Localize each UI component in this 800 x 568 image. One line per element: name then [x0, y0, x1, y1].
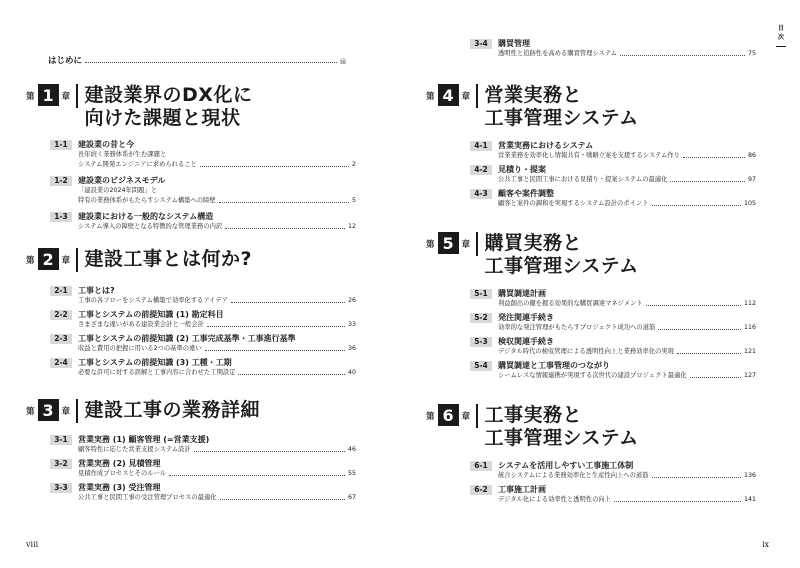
- section-title: システムを活用しやすい工事施工体制: [498, 461, 634, 470]
- chapter-number-badge: 6: [438, 404, 459, 426]
- section-subtitle-line: [78, 186, 356, 196]
- toc-section-entry[interactable]: [470, 164, 756, 185]
- section-heading-row: [470, 288, 756, 299]
- section-title: 営業実務 (2) 見積管理: [78, 459, 161, 468]
- section-page-number: 127: [743, 372, 756, 379]
- chapter-prefix: 第: [426, 240, 435, 250]
- section-heading-row: [50, 139, 356, 150]
- section-subtitle-line: [78, 493, 356, 503]
- section-page-number: 40: [347, 369, 356, 376]
- section-subtitle: さまざまな違いがある建設業会計と一般会計: [78, 321, 204, 328]
- chapter-number-badge: 4: [438, 84, 459, 106]
- leader-dots: [220, 499, 345, 500]
- section-subtitle-line: [498, 175, 756, 185]
- section-subtitle: 営業業務を効率化し情報共有・戦略立案を支援するシステム作り: [498, 152, 680, 159]
- chapter-title: [485, 404, 639, 450]
- chapter-title-line: 工事管理システム: [484, 107, 639, 129]
- chapter-suffix: 章: [61, 256, 71, 266]
- section-subtitle: 見積作成プロセスとそのルール: [78, 470, 167, 477]
- section-title: 工事とは?: [78, 286, 115, 295]
- chapter-heading[interactable]: [26, 84, 252, 130]
- toc-section-entry[interactable]: [470, 360, 756, 381]
- leader-dots: [231, 302, 345, 303]
- chapter-3: [26, 399, 356, 501]
- section-subtitle: 統合システムによる業務効率化と生産性向上への道筋: [498, 472, 649, 479]
- leader-dots: [219, 202, 349, 203]
- chapter-title-line: 工事管理システム: [484, 255, 639, 277]
- section-subtitle: デジタル化による効率性と透明性の向上: [498, 496, 611, 503]
- chapter-heading[interactable]: [426, 404, 639, 450]
- section-number: 3-3: [50, 483, 72, 493]
- section-number: 5-3: [470, 337, 492, 347]
- leader-dots: [683, 157, 745, 158]
- chapter-title-line: 建設工事とは何か?: [84, 248, 253, 270]
- leader-dots: [225, 228, 345, 229]
- section-subtitle-line: [498, 299, 756, 309]
- section-subtitle-line: [498, 471, 756, 481]
- section-heading-row: [50, 434, 356, 445]
- section-heading-row: [50, 357, 356, 368]
- chapter-heading[interactable]: [26, 399, 260, 423]
- section-page-number: 112: [743, 300, 756, 307]
- section-page-number: 36: [347, 345, 356, 352]
- section-subtitle-line: [498, 495, 756, 505]
- section-title: 建設業における一般的なシステム構造: [78, 212, 214, 221]
- section-title: 工事施工計画: [498, 485, 546, 494]
- section-heading-row: [50, 309, 356, 320]
- chapter-number-badge: 1: [38, 84, 59, 106]
- leader-dots: [614, 501, 741, 502]
- section-title: 見積り・提案: [498, 165, 546, 174]
- section-page-number: 105: [743, 200, 756, 207]
- section-number: 4-3: [470, 189, 492, 199]
- chapter-suffix: 章: [461, 412, 471, 422]
- section-heading-row: [50, 482, 356, 493]
- leader-dots: [652, 205, 741, 206]
- section-subtitle: 顧客特性に応じた営業支援システム設計: [78, 446, 191, 453]
- section-number: 4-1: [470, 141, 492, 151]
- intro-entry[interactable]: [48, 54, 346, 66]
- section-page-number: 33: [347, 321, 356, 328]
- leader-dots: [652, 477, 741, 478]
- section-title: 顧客や案件調整: [498, 189, 554, 198]
- section-number: 1-2: [50, 176, 72, 186]
- chapter-title-line: 購買実務と: [484, 232, 583, 254]
- section-heading-row: [470, 38, 756, 49]
- section-number: 2-4: [50, 358, 72, 368]
- section-heading-row: [470, 360, 756, 371]
- leader-dots: [207, 326, 345, 327]
- section-page-number: 121: [743, 348, 756, 355]
- leader-dots: [169, 475, 345, 476]
- section-subtitle: 特有の業務体系がもたらすシステム構築への障壁: [78, 197, 216, 204]
- chapter-divider: [76, 399, 78, 423]
- section-page-number: 2: [351, 161, 356, 168]
- section-subtitle: シームレスな情報連携が実現する次世代の建設プロジェクト最適化: [498, 372, 687, 379]
- chapter-title-line: 建設工事の業務詳細: [84, 399, 261, 421]
- section-heading-row: [470, 164, 756, 175]
- section-title: 工事とシステムの前提知識 (1) 勘定科目: [78, 310, 224, 319]
- chapter-divider: [476, 84, 478, 108]
- section-number: 5-1: [470, 289, 492, 299]
- leader-dots: [194, 451, 345, 452]
- section-page-number: 26: [347, 297, 356, 304]
- section-subtitle-line: [498, 199, 756, 209]
- chapter-title-line: 工事実務と: [484, 404, 583, 426]
- chapter-heading[interactable]: [26, 248, 252, 272]
- chapter-prefix: 第: [26, 92, 35, 102]
- section-title: 営業実務 (3) 受注管理: [78, 483, 161, 492]
- section-subtitle-line: [78, 445, 356, 455]
- toc-section-entry[interactable]: [50, 458, 356, 479]
- section-subtitle: システム導入の障壁となる特徴的な管理業務の内訳: [78, 223, 223, 230]
- section-page-number: 55: [347, 470, 356, 477]
- section-number: 3-4: [470, 39, 492, 49]
- chapter-2: [26, 248, 356, 376]
- section-number: 2-1: [50, 286, 72, 296]
- section-subtitle: 必要な許可に対する誤解と工事内容に合わせた工期設定: [78, 369, 236, 376]
- section-page-number: 46: [347, 446, 356, 453]
- chapter-prefix: 第: [426, 92, 435, 102]
- leader-dots: [646, 305, 741, 306]
- section-subtitle: 工事の各フローをシステム構築で効率化するアイデア: [78, 297, 228, 304]
- section-title: 購買調達と工事管理のつながり: [498, 361, 610, 370]
- chapter-title-line: 営業実務と: [484, 84, 583, 106]
- section-title: 発注関連手続き: [498, 313, 554, 322]
- chapter-suffix: 章: [61, 92, 71, 102]
- chapter-prefix: 第: [426, 412, 435, 422]
- toc-section-entry[interactable]: [50, 333, 356, 354]
- chapter-title: [85, 399, 261, 422]
- section-subtitle: 透明性と追跡性を高める購買管理システム: [498, 50, 618, 57]
- section-heading-row: [50, 175, 356, 186]
- chapter-divider: [476, 404, 478, 428]
- toc-section-entry[interactable]: [50, 139, 356, 170]
- chapter-prefix: 第: [26, 407, 35, 417]
- toc-section-entry[interactable]: [50, 482, 356, 503]
- section-heading-row: [470, 484, 756, 495]
- chapter-title-line: 工事管理システム: [484, 427, 639, 449]
- section-title: 検収関連手続き: [498, 337, 554, 346]
- section-number: 1-1: [50, 140, 72, 150]
- chapter-5: [426, 232, 756, 379]
- section-number: 6-1: [470, 461, 492, 471]
- chapter-divider: [76, 248, 78, 272]
- section-number: 5-4: [470, 361, 492, 371]
- section-subtitle-line: [78, 469, 356, 479]
- section-subtitle-line: [78, 150, 356, 160]
- section-page-number: 67: [347, 494, 356, 501]
- toc-section-entry[interactable]: [470, 288, 756, 309]
- leader-dots: [690, 377, 741, 378]
- section-number: 5-2: [470, 313, 492, 323]
- section-title: 購買管理: [498, 39, 530, 48]
- section-subtitle: 顧客と案件の調和を実現するシステム設計のポイント: [498, 200, 649, 207]
- section-title: 建設業のビジネスモデル: [78, 176, 166, 185]
- toc-section-entry[interactable]: [470, 38, 756, 59]
- chapter-1: [26, 84, 356, 230]
- toc-section-entry[interactable]: [50, 285, 356, 306]
- toc-section-entry[interactable]: [470, 484, 756, 505]
- leader-dots: [238, 374, 345, 375]
- section-heading-row: [470, 140, 756, 151]
- section-page-number: 141: [743, 496, 756, 503]
- toc-section-entry[interactable]: [470, 188, 756, 209]
- toc-section-entry[interactable]: [50, 211, 356, 232]
- section-heading-row: [470, 336, 756, 347]
- chapter-suffix: 章: [461, 92, 471, 102]
- section-subtitle: 利益創出の鍵を握る効果的な購買調達マネジメント: [498, 300, 643, 307]
- section-subtitle-line: [78, 344, 356, 354]
- section-heading-row: [470, 188, 756, 199]
- section-subtitle-line: [498, 323, 756, 333]
- chapter-title: [485, 84, 639, 130]
- section-subtitle-line: [498, 49, 756, 59]
- section-subtitle: システム開発エンジニアに求められること: [78, 161, 197, 168]
- chapter-heading[interactable]: [426, 232, 639, 278]
- section-subtitle-line: [78, 160, 356, 170]
- leader-dots: [658, 329, 741, 330]
- section-title: 営業実務におけるシステム: [498, 141, 594, 150]
- chapter-title-line: 向けた課題と現状: [84, 107, 241, 129]
- section-number: 3-1: [50, 435, 72, 445]
- toc-header-label: 目次: [777, 25, 784, 41]
- chapter-title: [485, 232, 639, 278]
- chapter-suffix: 章: [461, 240, 471, 250]
- leader-dots: [200, 166, 349, 167]
- toc-section-entry[interactable]: [470, 460, 756, 481]
- toc-section-entry[interactable]: [50, 309, 356, 330]
- section-heading-row: [50, 285, 356, 296]
- section-subtitle: 効率的な発注管理がもたらすプロジェクト成功への道筋: [498, 324, 656, 331]
- section-heading-row: [50, 333, 356, 344]
- section-subtitle-line: [78, 196, 356, 206]
- section-subtitle-line: [78, 320, 356, 330]
- section-page-number: 136: [743, 472, 756, 479]
- chapter-number-badge: 3: [38, 399, 59, 421]
- section-title: 営業実務 (1) 顧客管理 (=営業支援): [78, 435, 210, 444]
- left-page-number: viii: [26, 540, 39, 549]
- chapter-divider: [476, 232, 478, 256]
- section-subtitle-line: [498, 347, 756, 357]
- section-heading-row: [50, 211, 356, 222]
- toc-section-entry[interactable]: [50, 175, 356, 206]
- section-number: 2-2: [50, 310, 72, 320]
- section-subtitle: 収益と費用の把握に用いる2つの基準の違い: [78, 345, 202, 352]
- section-subtitle-line: [498, 371, 756, 381]
- toc-section-entry[interactable]: [470, 312, 756, 333]
- section-title: 工事とシステムの前提知識 (3) 工種・工期: [78, 358, 232, 367]
- section-subtitle: 「建設業の2024年問題」と: [78, 187, 157, 194]
- section-number: 4-2: [470, 165, 492, 175]
- section-number: 3-2: [50, 459, 72, 469]
- section-subtitle: 長年続く業務体系が生む課題と: [78, 151, 167, 158]
- chapter-title: [85, 84, 253, 130]
- header-rule: [776, 46, 786, 47]
- section-page-number: 116: [743, 324, 756, 331]
- intro-page: iii: [340, 58, 346, 66]
- section-subtitle-line: [78, 368, 356, 378]
- chapter-title: [85, 248, 253, 271]
- section-subtitle: 公共工事と民間工事の受注管理プロセスの最適化: [78, 494, 217, 501]
- section-subtitle: デジタル時代の検収管理による透明性向上と業務効率化の実現: [498, 348, 674, 355]
- chapter-divider: [76, 84, 78, 108]
- toc-section-entry[interactable]: [470, 336, 756, 357]
- chapter-prefix: 第: [26, 256, 35, 266]
- section-subtitle-line: [78, 222, 356, 232]
- section-number: 2-3: [50, 334, 72, 344]
- right-page-number: ix: [762, 540, 770, 549]
- chapter-suffix: 章: [61, 407, 71, 417]
- section-page-number: 97: [747, 176, 756, 183]
- leader-dots: [620, 55, 745, 56]
- section-page-number: 12: [347, 223, 356, 230]
- section-number: 1-3: [50, 212, 72, 222]
- section-page-number: 5: [351, 197, 356, 204]
- section-heading-row: [470, 312, 756, 323]
- section-page-number: 75: [747, 50, 756, 57]
- chapter-6: [426, 404, 756, 503]
- leader-dots: [677, 353, 741, 354]
- section-subtitle-line: [78, 296, 356, 306]
- section-title: 購買調達計画: [498, 289, 546, 298]
- leader-dots: [205, 350, 345, 351]
- section-heading-row: [470, 460, 756, 471]
- section-subtitle-line: [498, 151, 756, 161]
- leader-dots: [85, 62, 337, 63]
- intro-title: はじめに: [48, 56, 83, 66]
- section-subtitle: 公共工事と民間工事における見積り・提案システムの最適化: [498, 176, 668, 183]
- section-title: 工事とシステムの前提知識 (2) 工事完成基準・工事進行基準: [78, 334, 296, 343]
- chapter-title-line: 建設業界のDX化に: [84, 84, 253, 106]
- section-number: 6-2: [470, 485, 492, 495]
- toc-section-entry[interactable]: [50, 357, 356, 378]
- toc-section-entry[interactable]: [50, 434, 356, 455]
- section-title: 建設業の昔と今: [78, 140, 134, 149]
- section-page-number: 86: [747, 152, 756, 159]
- toc-section-entry[interactable]: [470, 140, 756, 161]
- chapter-heading[interactable]: [426, 84, 639, 130]
- chapter-4: [426, 84, 756, 207]
- leader-dots: [670, 181, 745, 182]
- chapter-number-badge: 2: [38, 248, 59, 270]
- chapter-number-badge: 5: [438, 232, 459, 254]
- section-heading-row: [50, 458, 356, 469]
